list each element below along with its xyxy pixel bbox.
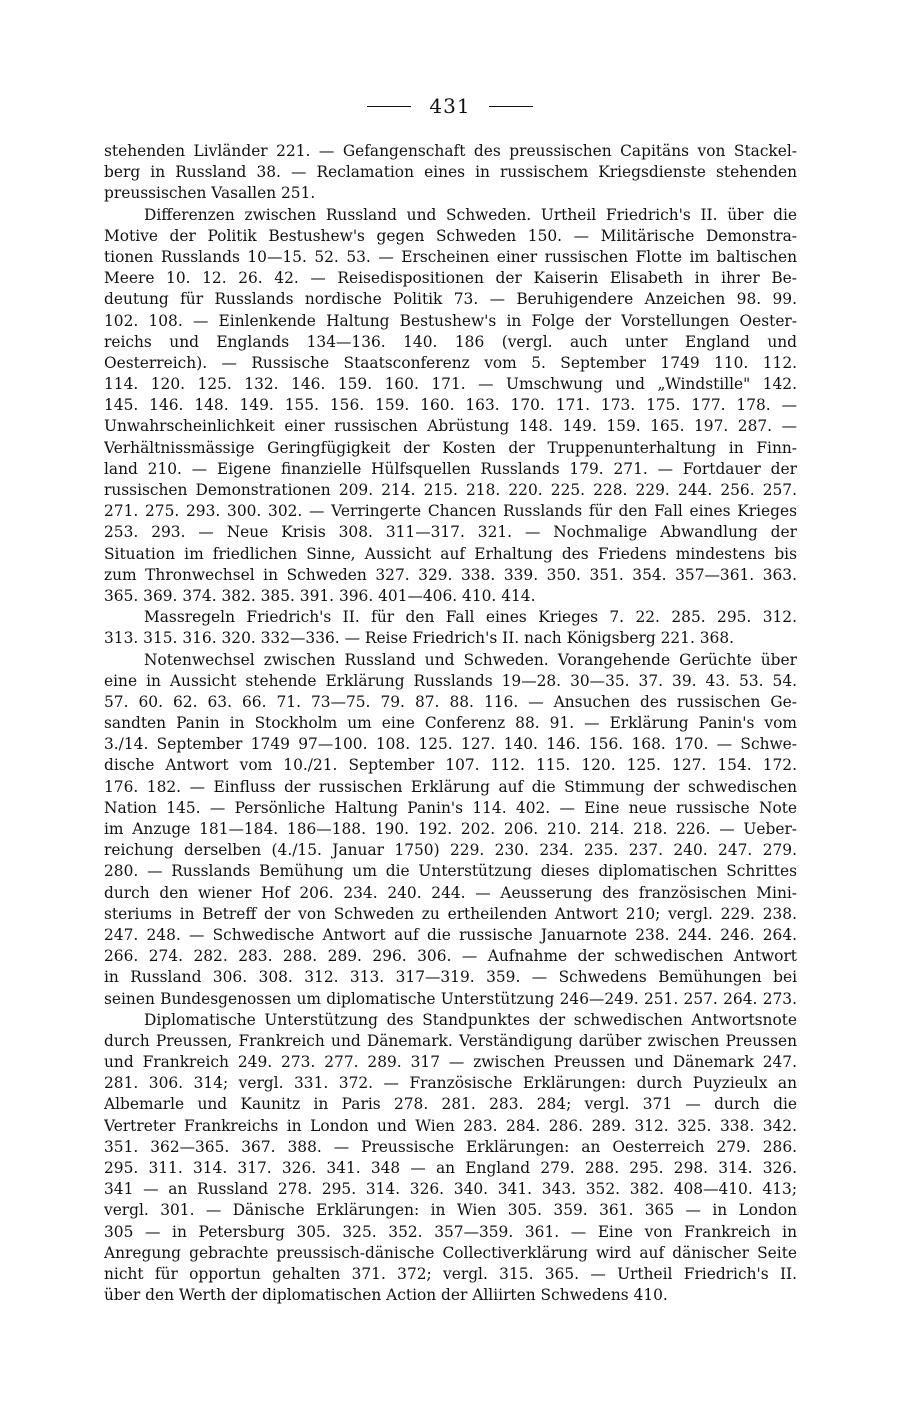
text-line: zum Thronwechsel in Schweden 327. 329. 338. 339. 350. 351. 354. 357—361. 363. [104,565,797,584]
text-line: dische Antwort vom 10./21. September 107. 112. 115. 120. 125. 127. 154. 172. [104,756,797,775]
text-line: seinen Bundesgenossen um diplomatische Unterstützung 246—249. 251. 257. 264. 273. [104,989,797,1008]
text-line: reichung derselben (4./15. Januar 1750) 229. 230. 234. 235. 237. 240. 247. 279. [104,841,797,860]
text-line: 351. 362—365. 367. 388. — Preussische Erklärungen: an Oesterreich 279. 286. [104,1137,797,1156]
text-line: russischen Demonstrationen 209. 214. 215. 218. 220. 225. 228. 229. 244. 256. 257. [104,481,797,499]
text-line: Diplomatische Unterstützung des Standpunktes der schwedischen Antwortsnote [144,1010,797,1029]
text-line: land 210. — Eigene finanzielle Hülfsquellen Russlands 179. 271. — Fortdauer der [104,459,797,478]
page-number: 431 [429,94,471,118]
text-line: 281. 306. 314; vergl. 331. 372. — Französische Erklärungen: durch Puyzieulx an [104,1074,797,1093]
index-text [104,141,797,1306]
text-line: über den Werth der diplomatischen Action der Alliirten Schwedens 410. [104,1286,668,1305]
text-line: Albemarle und Kaunitz in Paris 278. 281. 283. 284; vergl. 371 — durch die [104,1095,797,1114]
text-line: Differenzen zwischen Russland und Schweden. Urtheil Friedrich's II. über die [144,205,797,224]
text-line: 57. 60. 62. 63. 66. 71. 73—75. 79. 87. 88. 116. — Ansuchen des russischen Ge- [104,692,797,711]
text-line: Vertreter Frankreichs in London und Wien 283. 284. 286. 289. 312. 325. 338. 342. [104,1116,797,1135]
text-line: 253. 293. — Neue Krisis 308. 311—317. 321. — Nochmalige Abwandlung der [104,523,797,542]
text-line: eine in Aussicht stehende Erklärung Russlands 19—28. 30—35. 37. 39. 43. 53. 54. [104,671,797,690]
text-line: Verhältnissmässige Geringfügigkeit der Kosten der Truppenunterhaltung in Finn- [104,438,797,457]
text-line: vergl. 301. — Dänische Erklärungen: in Wien 305. 359. 361. 365 — in London [104,1201,797,1220]
text-line: nicht für opportun gehalten 371. 372; vergl. 315. 365. — Urtheil Friedrich's II. [104,1264,797,1283]
text-line: 305 — in Petersburg 305. 325. 352. 357—359. 361. — Eine von Frankreich in [104,1222,797,1241]
text-line: 247. 248. — Schwedische Antwort auf die russische Januarnote 238. 244. 246. 264. [104,925,797,944]
text-line: Notenwechsel zwischen Russland und Schweden. Vorangehende Gerüchte über [144,650,797,669]
text-line: Nation 145. — Persönliche Haltung Panin's 114. 402. — Eine neue russische Note [104,798,797,817]
text-line: 280. — Russlands Bemühung um die Unterstützung dieses diplomatischen Schrittes [104,862,797,881]
text-line: Anregung gebrachte preussisch-dänische Collectiverklärung wird auf dänischer Seite [104,1243,797,1262]
text-line: Oesterreich). — Russische Staatsconferenz vom 5. September 1749 110. 112. [104,353,797,372]
header-rule-left [367,106,411,107]
text-line: Motive der Politik Bestushew's gegen Schweden 150. — Militärische Demonstra- [104,226,797,245]
text-line: 3./14. September 1749 97—100. 108. 125. 127. 140. 146. 156. 168. 170. — Schwe- [104,735,797,754]
text-line: 102. 108. — Einlenkende Haltung Bestushew's in Folge der Vorstellungen Oester- [104,311,797,330]
text-line: Meere 10. 12. 26. 42. — Reisedispositionen der Kaiserin Elisabeth in ihrer Be- [104,269,797,288]
text-line: stehenden Livländer 221. — Gefangenschaft des preussischen Capitäns von Stackel- [104,142,797,160]
text-line: deutung für Russlands nordische Politik 73. — Beruhigendere Anzeichen 98. 99. [104,290,797,309]
text-line: sandten Panin in Stockholm um eine Conferenz 88. 91. — Erklärung Panin's vom [104,714,797,733]
text-line: steriums in Betreff der von Schweden zu ertheilenden Antwort 210; vergl. 229. 238. [104,904,797,923]
text-line: 266. 274. 282. 283. 288. 289. 296. 306. — Aufnahme der schwedischen Antwort [104,947,797,966]
text-line: 271. 275. 293. 300. 302. — Verringerte Chancen Russlands für den Fall eines Krieges [104,502,797,521]
text-line: Situation im friedlichen Sinne, Aussicht auf Erhaltung des Friedens mindestens bis [104,544,797,563]
text-line: 313. 315. 316. 320. 332—336. — Reise Friedrich's II. nach Königsberg 221. 368. [104,629,735,648]
text-line: 114. 120. 125. 132. 146. 159. 160. 171. — Umschwung und „Windstille" 142. [104,375,797,394]
text-line: preussischen Vasallen 251. [104,184,316,203]
text-line: im Anzuge 181—184. 186—188. 190. 192. 202. 206. 210. 214. 218. 226. — Ueber- [104,820,797,838]
text-line: tionen Russlands 10—15. 52. 53. — Erscheinen einer russischen Flotte im baltischen [104,247,797,266]
text-line: berg in Russland 38. — Reclamation eines in russischem Kriegsdienste stehenden [104,163,797,182]
text-line: 176. 182. — Einfluss der russischen Erklärung auf die Stimmung der schwedischen [104,777,797,796]
header-rule-right [489,106,533,107]
page-header [0,94,900,118]
text-line: reichs und Englands 134—136. 140. 186 (vergl. auch unter England und [104,332,797,351]
text-line: 145. 146. 148. 149. 155. 156. 159. 160. 163. 170. 171. 173. 175. 177. 178. — [104,396,797,415]
text-line: durch den wiener Hof 206. 234. 240. 244. — Aeusserung des französischen Mini- [104,883,797,902]
text-line: 341 — an Russland 278. 295. 314. 326. 340. 341. 343. 352. 382. 408—410. 413; [104,1180,797,1199]
text-line: Massregeln Friedrich's II. für den Fall eines Krieges 7. 22. 285. 295. 312. [144,608,797,627]
text-line: 365. 369. 374. 382. 385. 391. 396. 401—406. 410. 414. [104,586,536,605]
text-line: und Frankreich 249. 273. 277. 289. 317 — zwischen Preussen und Dänemark 247. [104,1053,797,1072]
text-line: in Russland 306. 308. 312. 313. 317—319. 359. — Schwedens Bemühungen bei [104,968,797,987]
text-line: 295. 311. 314. 317. 326. 341. 348 — an England 279. 288. 295. 298. 314. 326. [104,1159,797,1177]
text-line: durch Preussen, Frankreich und Dänemark. Verständigung darüber zwischen Preussen [104,1031,797,1050]
text-line: Unwahrscheinlichkeit einer russischen Abrüstung 148. 149. 159. 165. 197. 287. — [104,417,797,436]
